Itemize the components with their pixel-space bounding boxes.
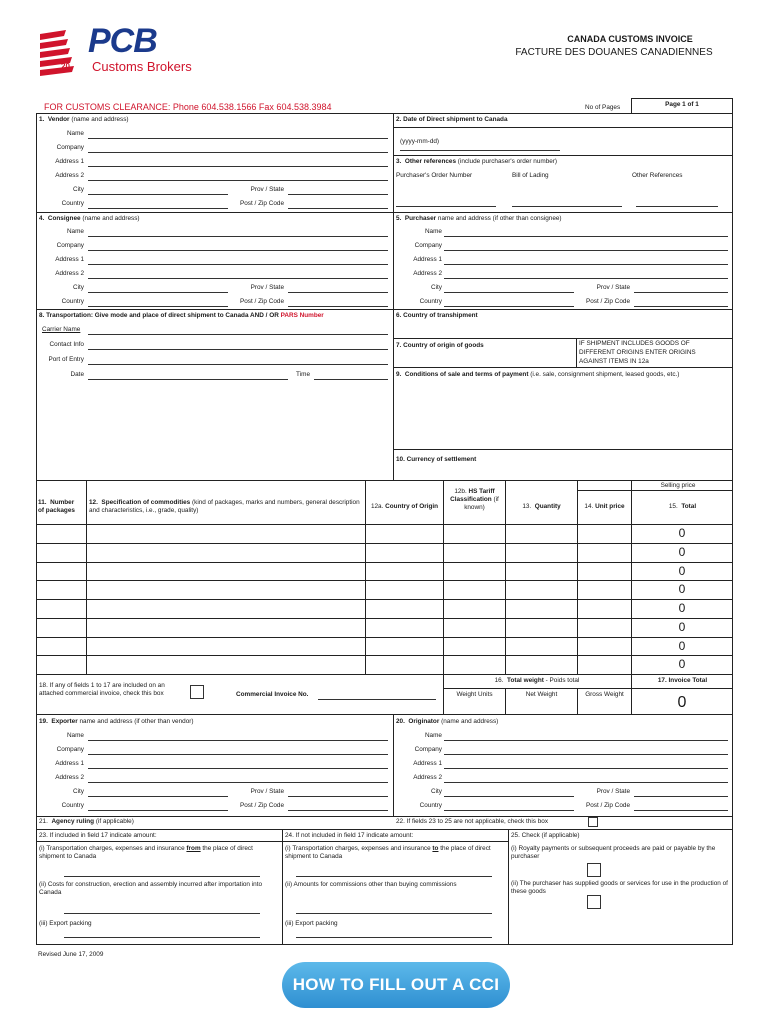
field-25-ii: (ii) The purchaser has supplied goods or services for use in the production of these goods [511,880,728,895]
line-total-value: 0 [678,582,686,597]
originator-postal-label: Post / Zip Code [585,802,630,809]
po-label: Purchaser's Order Number [396,172,473,179]
field-25-label: 25. Check (if applicable) [511,832,580,839]
carrier-line[interactable] [88,334,388,335]
purchaser-name-line[interactable] [444,236,728,237]
field-12a-label: 12a. Country of Origin [370,503,439,510]
vendor-city-label: City [72,186,84,193]
line-total-value: 0 [678,657,686,672]
purchaser-country-label: Country [419,298,442,305]
table-row[interactable] [36,637,733,656]
exporter-address1-label: Address 1 [55,760,84,767]
line-total-value: 0 [678,601,686,615]
field-18-label: 18. If any of fields 1 to 17 are included on an attached commercial invoice, check this box [39,682,165,697]
purchaser-postal-label: Post / Zip Code [585,298,630,305]
purchaser-address2-label: Address 2 [413,270,442,277]
field-24-ii-line[interactable] [296,913,492,914]
originator-city-label: City [430,788,442,795]
po-line[interactable] [396,206,496,207]
consignee-address1-line[interactable] [88,264,388,265]
field-19-label: 19. Exporter name and address (if other than vendor) [39,718,194,725]
field-24-iii: (iii) Export packing [285,920,338,927]
consignee-prov-line[interactable] [288,292,388,293]
purchaser-address2-line[interactable] [444,278,728,279]
originator-postal-line[interactable] [634,810,728,811]
field-22-checkbox[interactable] [588,817,598,827]
exporter-city-label: City [72,788,84,795]
exporter-country-label: Country [61,802,84,809]
consignee-name-label: Name [66,228,84,235]
originator-address1-label: Address 1 [413,760,442,767]
port-line[interactable] [88,364,388,365]
originator-name-line[interactable] [444,740,728,741]
selling-price-label: Selling price [660,482,696,489]
field-23-iii-line[interactable] [64,937,260,938]
field-21-label: 21. Agency ruling (if applicable) [39,818,134,825]
field-23-ii: (ii) Costs for construction, erection and assembly incurred after importation into Canada [39,881,263,896]
purchaser-country-line[interactable] [444,306,574,307]
field-16-label: 16. Total weight - Poids total [494,677,580,684]
field-23-i: (i) Transportation charges, expenses and insurance from the place of direct shipment to Canada [39,845,253,860]
exporter-address2-line[interactable] [88,782,388,783]
exporter-address1-line[interactable] [88,768,388,769]
field-23-label: 23. If included in field 17 indicate amount: [39,832,157,839]
originator-prov-label: Prov / State [596,788,630,795]
field-24-i-line[interactable] [296,876,492,877]
exporter-country-line[interactable] [88,810,228,811]
contact-label: Contact Info [49,341,84,348]
originator-address2-line[interactable] [444,782,728,783]
field-7-label: 7. Country of origin of goods [396,342,484,349]
table-row[interactable] [36,543,733,562]
field-17-label: 17. Invoice Total [657,677,708,684]
consignee-city-line[interactable] [88,292,228,293]
field-25-i-checkbox[interactable] [587,863,601,877]
vendor-prov-line[interactable] [288,194,388,195]
originator-address2-label: Address 2 [413,774,442,781]
gross-weight-label: Gross Weight [585,691,624,698]
field-24-ii: (ii) Amounts for commissions other than buying commissions [285,881,457,888]
purchaser-address1-label: Address 1 [413,256,442,263]
field-5-label: 5. Purchaser name and address (if other than consignee) [396,215,562,222]
table-row[interactable] [36,524,733,543]
vendor-name-line[interactable] [88,138,388,139]
table-row[interactable] [36,618,733,637]
field-25-i: (i) Royalty payments or subsequent proceeds are paid or payable by the purchaser [511,845,716,860]
table-row[interactable] [36,562,733,581]
vendor-postal-line[interactable] [288,208,388,209]
field-9-label: 9. Conditions of sale and terms of payment (i.e. sale, consignment shipment, leased goods, etc.) [396,371,680,378]
originator-country-line[interactable] [444,810,574,811]
consignee-address1-label: Address 1 [55,256,84,263]
date-label: Date [70,371,84,378]
page-of: Page 1 of 1 [665,101,699,108]
field-10-label: 10. Currency of settlement [396,456,477,463]
field-24-i: (i) Transportation charges, expenses and insurance to the place of direct shipment to Canada [285,845,491,860]
purchaser-prov-label: Prov / State [596,284,630,291]
purchaser-postal-line[interactable] [634,306,728,307]
vendor-address2-label: Address 2 [55,172,84,179]
exporter-company-line[interactable] [88,754,388,755]
field-7-note-2: DIFFERENT ORIGINS ENTER ORIGINS [579,349,696,356]
shipment-date-line[interactable] [400,150,560,151]
consignee-postal-label: Post / Zip Code [239,298,284,305]
purchaser-city-line[interactable] [444,292,574,293]
consignee-country-line[interactable] [88,306,228,307]
net-weight-label: Net Weight [525,691,558,698]
line-total-value: 0 [678,526,686,540]
field-22-label: 22. If fields 23 to 25 are not applicable, check this box [396,818,549,825]
field-18-checkbox[interactable] [190,685,204,699]
exporter-prov-line[interactable] [288,796,388,797]
time-line[interactable] [314,379,388,380]
purchaser-address1-line[interactable] [444,264,728,265]
purchaser-company-label: Company [414,242,442,249]
logo-text: PCB [88,22,157,60]
vendor-address1-label: Address 1 [55,158,84,165]
table-row[interactable] [36,599,733,618]
purchaser-name-label: Name [424,228,442,235]
originator-address1-line[interactable] [444,768,728,769]
exporter-postal-line[interactable] [288,810,388,811]
logo-subtitle: Customs Brokers [92,59,192,74]
consignee-company-line[interactable] [88,250,388,251]
exporter-name-line[interactable] [88,740,388,741]
field-8-label: 8. Transportation: Give mode and place of direct shipment to Canada AND / OR PARS Number [39,312,324,319]
carrier-label: Carrier Name [42,326,81,333]
field-4-label: 4. Consignee (name and address) [39,215,140,222]
table-row[interactable] [36,580,733,599]
field-15-label: 15. Total [668,503,697,510]
vendor-address1-line[interactable] [88,166,388,167]
vendor-country-line[interactable] [88,208,228,209]
line-total-value: 0 [678,563,686,578]
commercial-invoice-line[interactable] [318,699,436,700]
field-20-label: 20. Originator (name and address) [396,718,499,725]
logo-number: 20 [61,62,70,71]
field-13-label: 13. Quantity [522,503,561,510]
field-25-ii-checkbox[interactable] [587,895,601,909]
other-refs-label: Other References [632,172,683,179]
consignee-city-label: City [72,284,84,291]
vendor-prov-label: Prov / State [250,186,284,193]
consignee-prov-label: Prov / State [250,284,284,291]
consignee-address2-line[interactable] [88,278,388,279]
date-line[interactable] [88,379,288,380]
clearance-line: FOR CUSTOMS CLEARANCE: Phone 604.538.1566 Fax 604.538.3984 [44,102,332,112]
originator-city-line[interactable] [444,796,574,797]
pcb-logo [36,24,206,80]
exporter-city-line[interactable] [88,796,228,797]
purchaser-prov-line[interactable] [634,292,728,293]
field-6-label: 6. Country of transhipment [396,312,478,319]
originator-name-label: Name [424,732,442,739]
other-refs-line[interactable] [636,206,718,207]
consignee-postal-line[interactable] [288,306,388,307]
originator-country-label: Country [419,802,442,809]
exporter-prov-label: Prov / State [250,788,284,795]
consignee-address2-label: Address 2 [55,270,84,277]
exporter-company-label: Company [56,746,84,753]
field-7-note-1: IF SHIPMENT INCLUDES GOODS OF [579,340,690,347]
table-row[interactable] [36,655,733,674]
line-total-value: 0 [678,544,686,559]
vendor-country-label: Country [61,200,84,207]
field-1-label: 1. Vendor (name and address) [39,116,129,123]
field-23-i-line[interactable] [64,876,260,877]
no-of-pages-label: No of Pages [585,104,621,111]
revised-date: Revised June 17, 2009 [38,951,104,958]
field-7-note-3: AGAINST ITEMS IN 12a [579,358,649,365]
originator-prov-line[interactable] [634,796,728,797]
how-to-fill-cci-button[interactable]: HOW TO FILL OUT A CCI [282,962,510,1008]
field-24-iii-line[interactable] [296,937,492,938]
originator-company-line[interactable] [444,754,728,755]
field-12b-label: 12b. HS Tariff Classification (if known) [450,488,499,511]
invoice-total-value: 0 [677,694,687,711]
title-en: CANADA CUSTOMS INVOICE [567,34,693,44]
commercial-invoice-label: Commercial Invoice No. [236,691,309,698]
consignee-country-label: Country [61,298,84,305]
vendor-company-label: Company [56,144,84,151]
field-12-label: 12. Specification of commodities (kind of packages, marks and numbers, general description and characteristics, i.e., grade, quality) [89,499,360,514]
field-3-label: 3. Other references (include purchaser's order number) [396,158,558,165]
weight-units-label: Weight Units [456,691,493,698]
originator-company-label: Company [414,746,442,753]
purchaser-company-line[interactable] [444,250,728,251]
vendor-address2-line[interactable] [88,180,388,181]
exporter-name-label: Name [66,732,84,739]
purchaser-city-label: City [430,284,442,291]
exporter-address2-label: Address 2 [55,774,84,781]
field-11-label: 11. Number of packages [38,499,75,514]
field-14-label: 14. Unit price [584,503,625,510]
field-24-label: 24. If not included in field 17 indicate amount: [285,832,414,839]
port-label: Port of Entry [48,356,84,363]
field-23-ii-line[interactable] [64,913,260,914]
line-total-value: 0 [678,619,686,634]
contact-line[interactable] [88,349,388,350]
consignee-company-label: Company [56,242,84,249]
field-23-iii: (iii) Export packing [39,920,92,927]
vendor-name-label: Name [66,130,84,137]
title-fr: FACTURE DES DOUANES CANADIENNES [515,47,713,58]
consignee-name-line[interactable] [88,236,388,237]
bol-line[interactable] [512,206,622,207]
time-label: Time [296,371,310,378]
exporter-postal-label: Post / Zip Code [239,802,284,809]
bol-label: Bill of Lading [512,172,549,179]
date-format: (yyyy-mm-dd) [400,138,440,145]
line-total-value: 0 [678,638,686,653]
vendor-city-line[interactable] [88,194,228,195]
vendor-company-line[interactable] [88,152,388,153]
vendor-postal-label: Post / Zip Code [239,200,284,207]
field-2-label: 2. Date of Direct shipment to Canada [396,116,508,123]
